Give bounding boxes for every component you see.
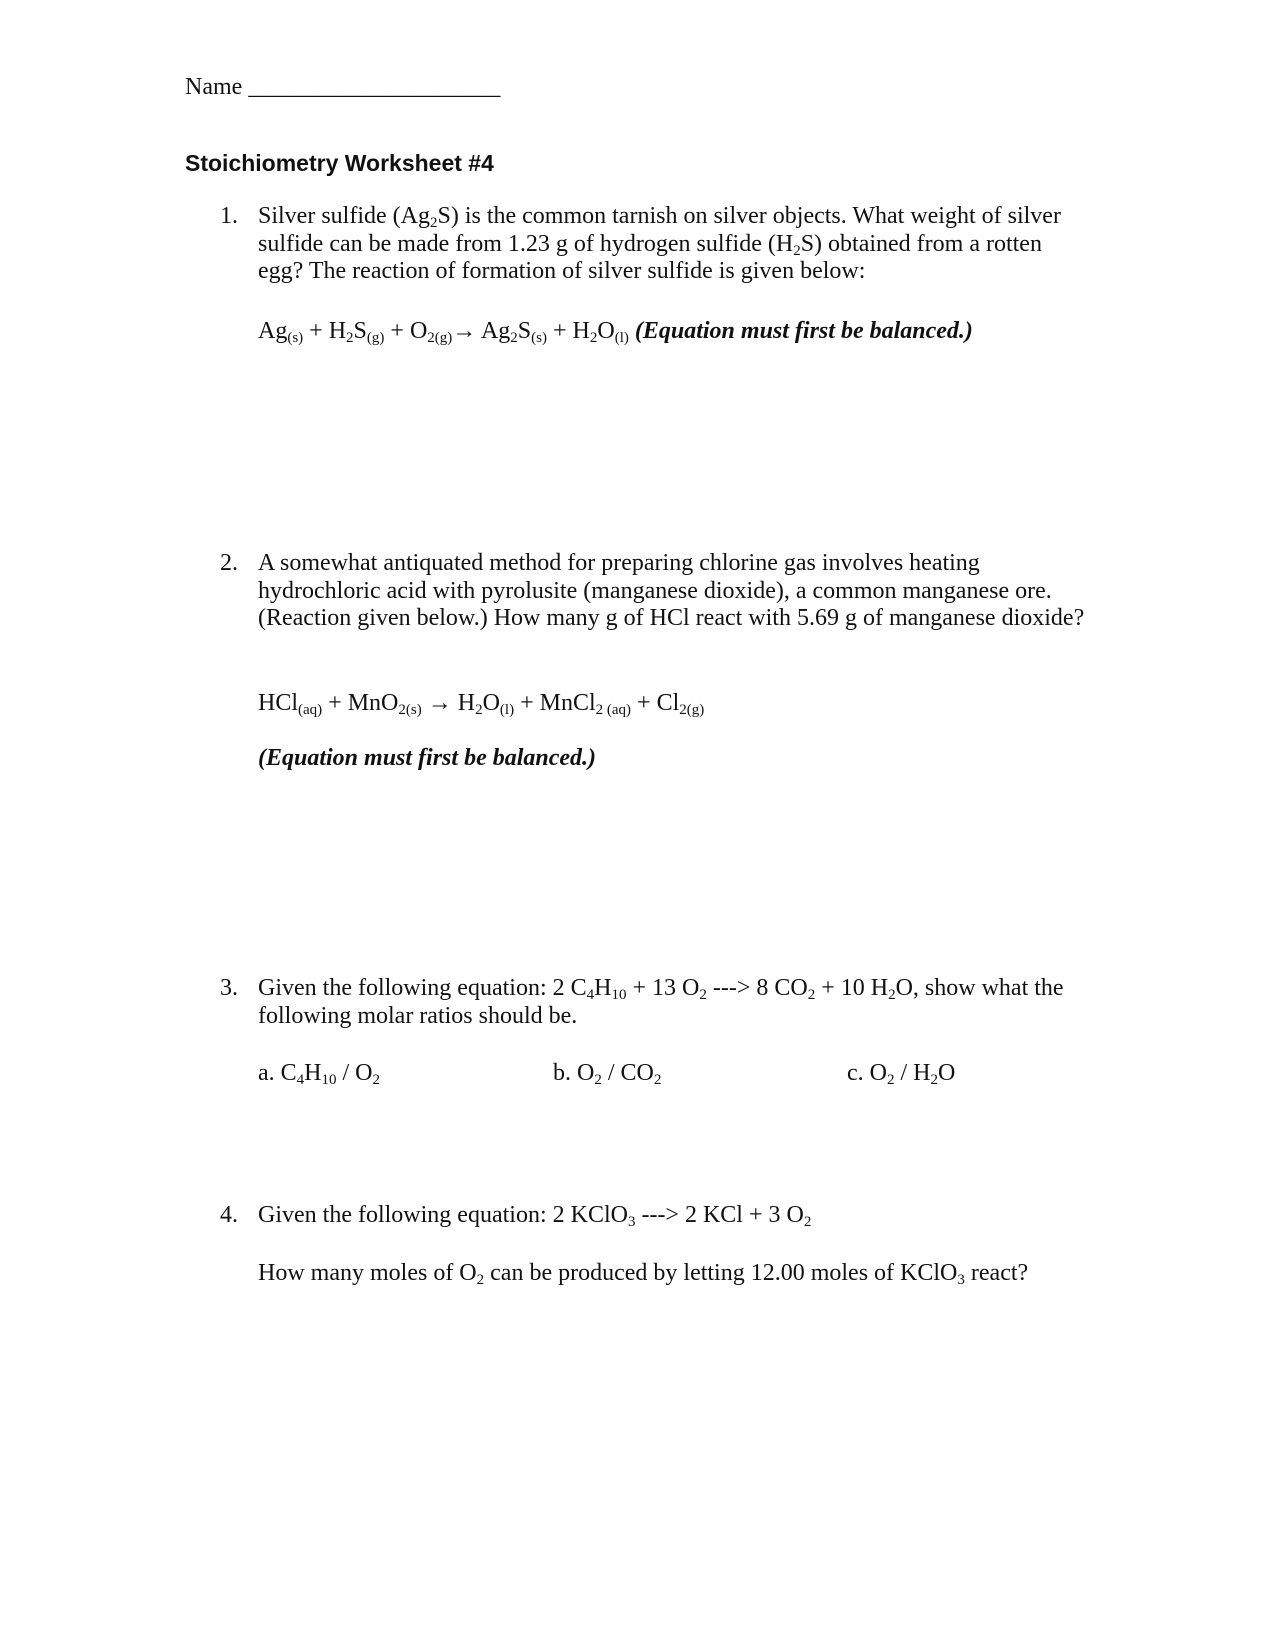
- question-4-followup: How many moles of $O_2$ can be produced by letting 12.00 moles of KClO$_3$ react?: [258, 1260, 1029, 1288]
- question-2-number: 2.: [220, 550, 238, 576]
- question-1-equation: $Ag_{(s)} + H_2S_{(g)} + O_{2(g)}\to Ag_2S_{(s)} + H_2O_{(l)}$: [258, 318, 629, 346]
- question-3-number: 3.: [220, 975, 238, 1001]
- ratio-c: c. $O_2 / H_2O$: [847, 1060, 956, 1088]
- question-1-equation-line: [258, 318, 973, 346]
- question-1-text: Silver sulfide $(Ag_2S)$ is the common tarnish on silver objects. What weight of silver sulfide can be made from 1.23 g of hydrogen sulfide $(H_2S)$ obtained from a rotten egg? The reaction of formation of silver sulfide is given below:: [258, 203, 1061, 285]
- question-1-balance-note: (Equation must first be balanced.): [634, 318, 973, 344]
- question-3-text: Given the following equation: 2 $C_4H_{10} + 13$ $O_2$ ---> 8 $CO_2 + 10$ $H_2O$, show what the following molar ratios should be.: [258, 975, 1064, 1029]
- question-2-text: A somewhat antiquated method for preparing chlorine gas involves heating hydrochloric acid with pyrolusite (manganese dioxide), a common manganese ore. (Reaction given below.) How many g of HCl react with 5.69 g of manganese dioxide?: [258, 550, 1085, 632]
- name-blank-line[interactable]: _____________________: [248, 74, 501, 100]
- question-1-number: 1.: [220, 203, 238, 229]
- question-2-balance-note: (Equation must first be balanced.): [258, 745, 597, 771]
- ratio-b: b. $O_2 / CO_2$: [553, 1060, 662, 1088]
- question-4-text: Given the following equation: 2 KClO$_3$ ---> 2 KCl + 3 $O_2$: [258, 1202, 812, 1230]
- name-label: Name: [185, 74, 243, 100]
- worksheet-title: Stoichiometry Worksheet #4: [185, 150, 494, 176]
- ratio-a: a. $C_4H_{10} / O_2$: [258, 1060, 381, 1088]
- name-field[interactable]: [185, 74, 500, 102]
- question-2-equation: $HCl_{(aq)} + MnO_{2(s)} \to H_2O_{(l)}$ + MnCl$_{2 (aq)}$ + $Cl_{2(g)}$: [258, 690, 705, 718]
- question-4-number: 4.: [220, 1202, 238, 1228]
